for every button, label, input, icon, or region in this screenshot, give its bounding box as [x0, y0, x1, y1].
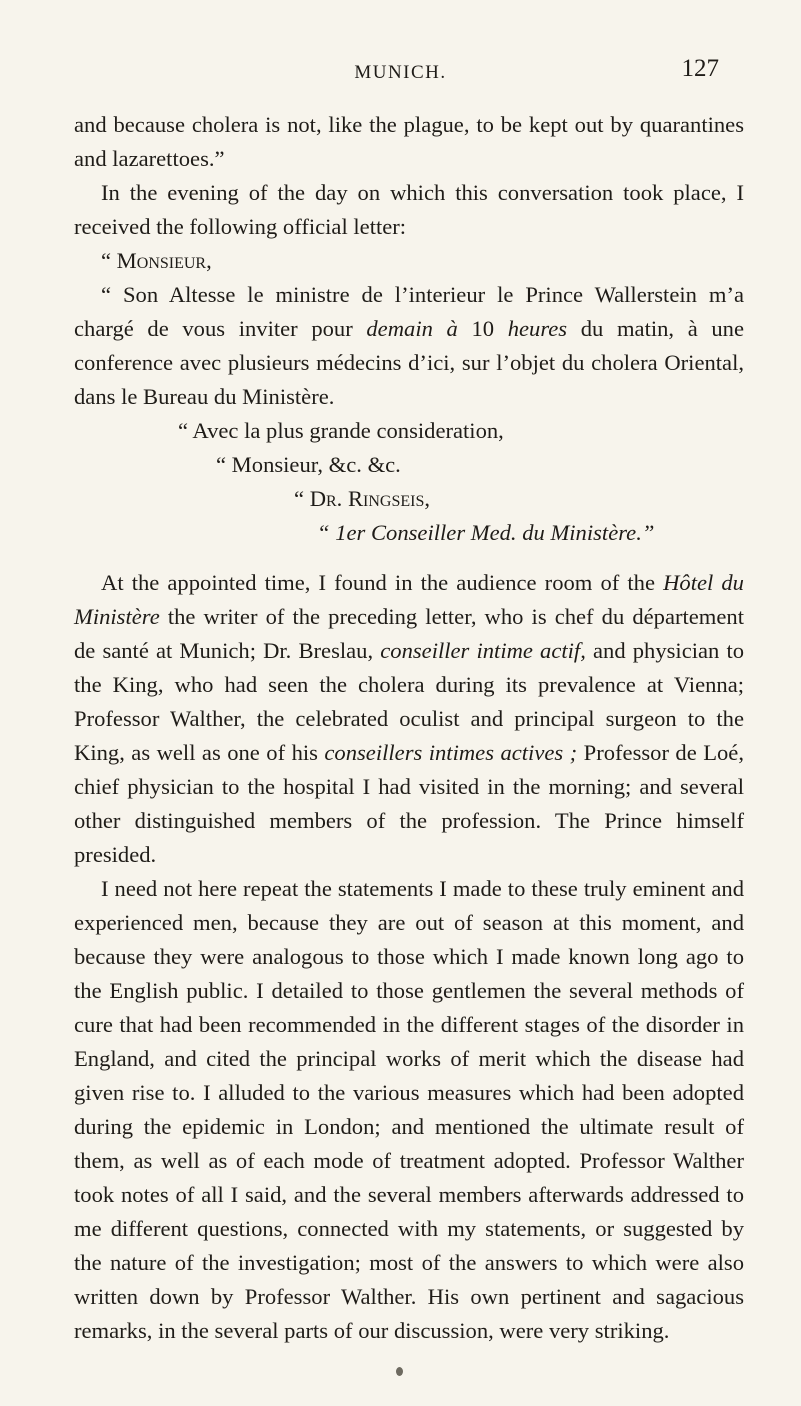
letter-text-3: du matin, à une conference avec plusieurs médecins d’ici, sur l’objet du cholera Oriental, dans le Bureau du Ministère.	[74, 316, 744, 409]
letter-closing-1: “ Avec la plus grande consideration,	[178, 418, 504, 443]
letter-text-1: “ Son Altesse le ministre de l’interieur le Prince Wallerstein m’a chargé de vous inviter pour	[74, 282, 744, 341]
letter-body	[74, 278, 744, 414]
paragraph-1: and because cholera is not, like the plague, to be kept out by quarantines and lazarettoes.”	[74, 112, 744, 171]
letter-signature	[74, 482, 744, 516]
paragraph-2: In the evening of the day on which this conversation took place, I received the following official letter:	[74, 180, 744, 239]
letter-salutation: “ Monsieur,	[101, 248, 212, 273]
letter-text-2: 10	[457, 316, 508, 341]
page-header	[0, 52, 801, 92]
printer-mark	[396, 1367, 403, 1376]
p3-text-d: Professor de Loé, chief physician to the hospital I had visited in the morning; and several other distinguished members of the profession. The Prince himself presided.	[74, 740, 744, 867]
page-number: 127	[681, 55, 719, 82]
paragraph-4: I need not here repeat the statements I made to these truly eminent and experienced men, because they are out of season at this moment, and because they were analogous to those which I made known long ago to the English public. I detailed to those gentlemen the several methods of cure that had been recommended in the different stages of the disorder in England, and cited the principal works of merit which the disease had given rise to. I alluded to the various measures which had been adopted during the epidemic in London; and mentioned the ultimate result of them, as well as of each mode of treatment adopted. Professor Walther took notes of all I said, and the several members afterwards addressed to me different questions, connected with my statements, or suggested by the nature of the investigation; most of the answers to which were also written down by Professor Walther. His own pertinent and sagacious remarks, in the several parts of our discussion, were very striking.	[74, 876, 744, 1343]
p3-text-b: the writer of the preceding letter, who is chef du département de santé at Munich; Dr. Breslau,	[74, 604, 744, 663]
p3-emphasis-1: Hôtel du Ministère	[74, 570, 744, 629]
p3-text-a: At the appointed time, I found in the audience room of the	[101, 570, 664, 595]
official-letter	[74, 244, 744, 550]
signature-name: Dr. Ringseis,	[309, 486, 431, 511]
letter-emphasis-2: heures	[507, 316, 568, 341]
running-title: MUNICH.	[354, 62, 447, 83]
paragraph-3	[74, 566, 744, 872]
p3-text-c: and physician to the King, who had seen the cholera during its prevalence at Vienna; Professor Walther, the celebrated oculist and principal surgeon to the King, as well as one of his	[74, 638, 745, 765]
signature-quote: “	[294, 486, 310, 511]
letter-closing-2: “ Monsieur, &c. &c.	[216, 452, 401, 477]
letter-emphasis-1: demain à	[366, 316, 458, 341]
body-text	[74, 108, 744, 1348]
letter-signature-title: “ 1er Conseiller Med. du Ministère.”	[317, 520, 655, 545]
p3-emphasis-2: conseiller intime actif,	[380, 638, 586, 663]
p3-emphasis-3: conseillers intimes actives ;	[324, 740, 578, 765]
